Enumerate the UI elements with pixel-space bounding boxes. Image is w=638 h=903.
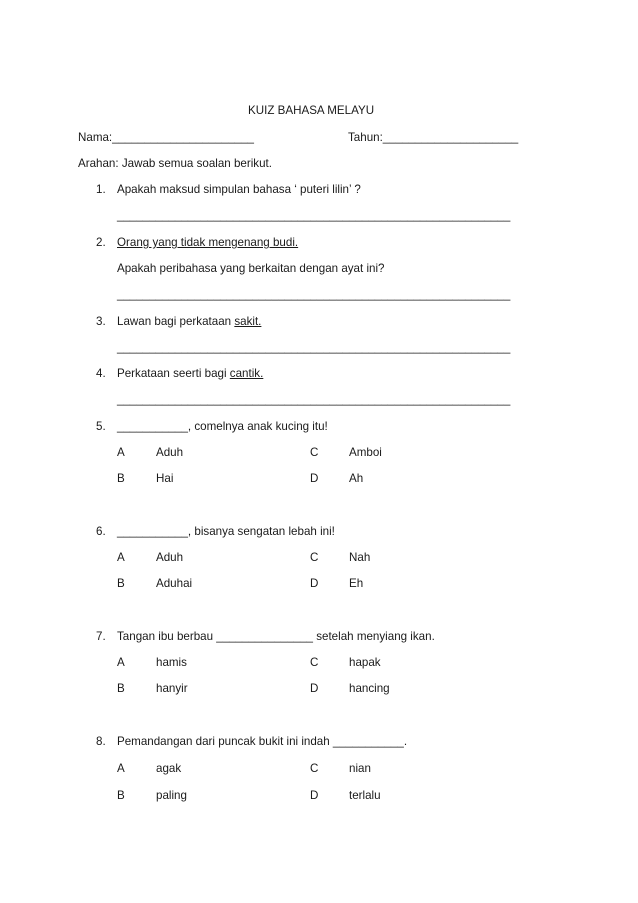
question-number: 1.: [96, 183, 106, 196]
question-number: 4.: [96, 367, 106, 380]
instruction: Arahan: Jawab semua soalan berikut.: [78, 157, 272, 170]
option-letter: B: [117, 682, 125, 695]
answer-line[interactable]: _____________________________________________________________: [117, 209, 511, 222]
page-title: KUIZ BAHASA MELAYU: [248, 104, 375, 117]
option-letter: C: [310, 446, 319, 459]
answer-line[interactable]: _____________________________________________________________: [117, 341, 511, 354]
question-text: Apakah maksud simpulan bahasa ‘ puteri lilin’ ?: [117, 183, 361, 196]
option-letter: C: [310, 762, 319, 775]
option-letter: C: [310, 656, 319, 669]
question-text-underlined: sakit.: [234, 315, 262, 328]
answer-line[interactable]: _____________________________________________________________: [117, 393, 511, 406]
question-text-plain: Lawan bagi perkataan: [117, 315, 235, 328]
option-letter: B: [117, 789, 125, 802]
question-number: 5.: [96, 420, 106, 433]
question-text: ___________, comelnya anak kucing itu!: [117, 420, 328, 433]
question-number: 2.: [96, 236, 106, 249]
year-field[interactable]: Tahun:_____________________: [348, 131, 519, 144]
option-text[interactable]: paling: [156, 789, 187, 802]
option-text[interactable]: Aduh: [156, 446, 184, 459]
option-letter: C: [310, 551, 319, 564]
name-field[interactable]: Nama:______________________: [78, 131, 255, 144]
option-text[interactable]: hancing: [349, 682, 390, 695]
answer-line[interactable]: _____________________________________________________________: [117, 288, 511, 301]
option-text[interactable]: Aduh: [156, 551, 184, 564]
question-text: Tangan ibu berbau _______________ setelah menyiang ikan.: [117, 630, 435, 643]
option-text[interactable]: Aduhai: [156, 577, 193, 590]
option-letter: A: [117, 656, 125, 669]
option-letter: A: [117, 762, 125, 775]
option-text[interactable]: terlalu: [349, 789, 381, 802]
question-text: [117, 315, 261, 329]
option-letter: D: [310, 682, 319, 695]
question-text: Pemandangan dari puncak bukit ini indah ___________.: [117, 735, 408, 748]
option-text[interactable]: hapak: [349, 656, 381, 669]
option-text[interactable]: Eh: [349, 577, 364, 590]
option-letter: A: [117, 551, 125, 564]
option-text[interactable]: Amboi: [349, 446, 382, 459]
question-number: 7.: [96, 630, 106, 643]
question-text: ___________, bisanya sengatan lebah ini!: [117, 525, 335, 538]
option-text[interactable]: agak: [156, 762, 182, 775]
question-text: Orang yang tidak mengenang budi.: [117, 236, 299, 249]
option-letter: D: [310, 789, 319, 802]
option-letter: B: [117, 472, 125, 485]
option-text[interactable]: hamis: [156, 656, 187, 669]
question-text-plain: Perkataan seerti bagi: [117, 367, 230, 380]
option-text[interactable]: Nah: [349, 551, 371, 564]
question-text: [117, 367, 263, 381]
option-text[interactable]: hanyir: [156, 682, 188, 695]
option-letter: A: [117, 446, 125, 459]
question-subtext: Apakah peribahasa yang berkaitan dengan ayat ini?: [117, 262, 385, 275]
question-number: 8.: [96, 735, 106, 748]
option-text[interactable]: Hai: [156, 472, 174, 485]
option-letter: D: [310, 577, 319, 590]
option-text[interactable]: nian: [349, 762, 371, 775]
option-letter: D: [310, 472, 319, 485]
option-letter: B: [117, 577, 125, 590]
question-number: 6.: [96, 525, 106, 538]
option-text[interactable]: Ah: [349, 472, 364, 485]
question-text-underlined: cantik.: [229, 367, 264, 380]
question-number: 3.: [96, 315, 106, 328]
